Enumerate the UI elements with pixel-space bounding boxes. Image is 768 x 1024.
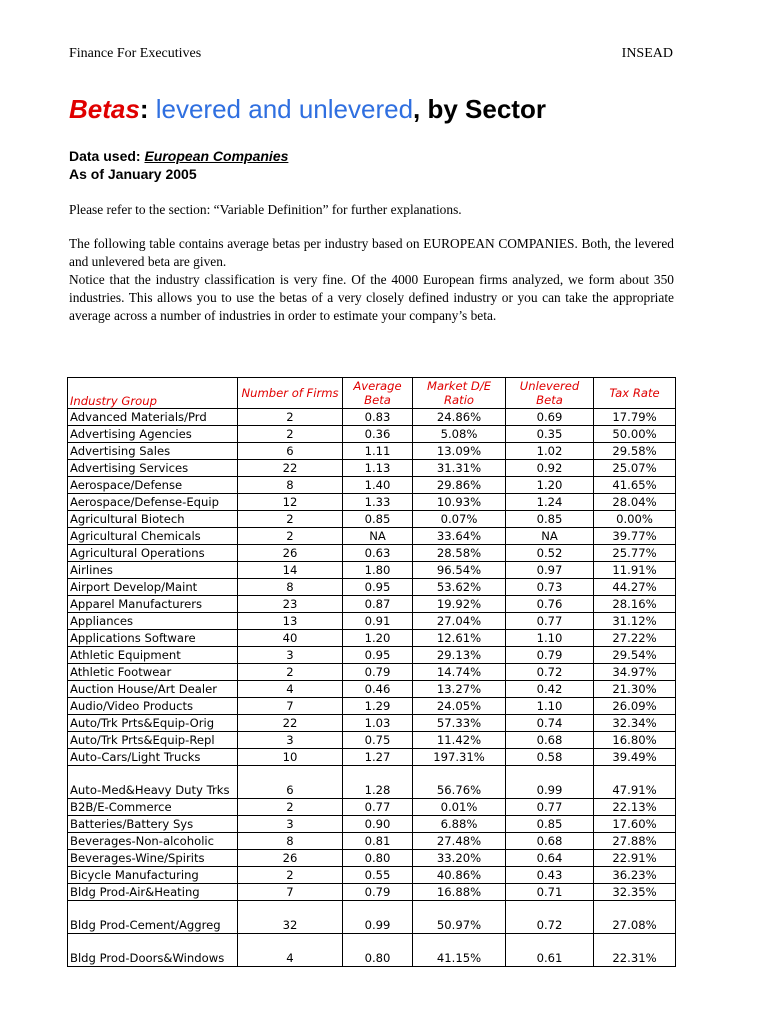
value-cell: 8 [238,477,343,494]
value-cell: 1.33 [343,494,413,511]
value-cell: 1.40 [343,477,413,494]
table-row [68,409,676,426]
value-cell: NA [343,528,413,545]
industry-cell: Bldg Prod-Doors&Windows [68,934,238,967]
value-cell: 33.64% [413,528,506,545]
value-cell: 0.69 [506,409,594,426]
value-cell: 14 [238,562,343,579]
value-cell: 0.95 [343,579,413,596]
value-cell: 0.99 [506,766,594,799]
value-cell: 17.79% [594,409,676,426]
value-cell: 24.05% [413,698,506,715]
value-cell: 27.88% [594,833,676,850]
table-row [68,901,676,934]
value-cell: 3 [238,816,343,833]
value-cell: 0.00% [594,511,676,528]
value-cell: 0.79 [343,884,413,901]
value-cell: 0.36 [343,426,413,443]
industry-cell: Bldg Prod-Air&Heating [68,884,238,901]
value-cell: 40.86% [413,867,506,884]
value-cell: NA [506,528,594,545]
value-cell: 1.13 [343,460,413,477]
value-cell: 26 [238,850,343,867]
industry-cell: Advertising Agencies [68,426,238,443]
table-row [68,460,676,477]
value-cell: 0.97 [506,562,594,579]
table-row [68,816,676,833]
value-cell: 0.85 [343,511,413,528]
industry-cell: Agricultural Biotech [68,511,238,528]
table-row [68,833,676,850]
industry-cell: Beverages-Wine/Spirits [68,850,238,867]
industry-cell: Advertising Services [68,460,238,477]
value-cell: 31.31% [413,460,506,477]
col-header-unlevered: Unlevered Beta [506,378,594,409]
value-cell: 1.27 [343,749,413,766]
value-cell: 13.27% [413,681,506,698]
value-cell: 0.99 [343,901,413,934]
value-cell: 10.93% [413,494,506,511]
industry-cell: Auto/Trk Prts&Equip-Orig [68,715,238,732]
value-cell: 96.54% [413,562,506,579]
value-cell: 34.97% [594,664,676,681]
value-cell: 0.46 [343,681,413,698]
industry-cell: Auction House/Art Dealer [68,681,238,698]
value-cell: 0.68 [506,833,594,850]
value-cell: 0.87 [343,596,413,613]
value-cell: 6.88% [413,816,506,833]
value-cell: 1.20 [506,477,594,494]
value-cell: 2 [238,528,343,545]
value-cell: 0.01% [413,799,506,816]
value-cell: 2 [238,799,343,816]
value-cell: 1.28 [343,766,413,799]
value-cell: 13.09% [413,443,506,460]
value-cell: 2 [238,409,343,426]
value-cell: 26 [238,545,343,562]
description-line-1: The following table contains average betas per industry based on EUROPEAN COMPANIES. Both, the levered and unlevered beta are given. [69,236,674,269]
value-cell: 0.90 [343,816,413,833]
table-row [68,613,676,630]
intro-paragraph: Please refer to the section: “Variable Definition” for further explanations. [69,202,462,217]
value-cell: 1.10 [506,630,594,647]
value-cell: 0.85 [506,816,594,833]
value-cell: 53.62% [413,579,506,596]
value-cell: 0.63 [343,545,413,562]
page-title [69,94,546,125]
table-row [68,426,676,443]
value-cell: 32 [238,901,343,934]
industry-cell: Agricultural Chemicals [68,528,238,545]
industry-cell: Beverages-Non-alcoholic [68,833,238,850]
value-cell: 1.02 [506,443,594,460]
industry-cell: Apparel Manufacturers [68,596,238,613]
value-cell: 57.33% [413,715,506,732]
col-header-firms: Number of Firms [238,378,343,409]
value-cell: 0.81 [343,833,413,850]
value-cell: 0.52 [506,545,594,562]
value-cell: 29.13% [413,647,506,664]
table-row [68,867,676,884]
col-header-tax: Tax Rate [594,378,676,409]
value-cell: 0.74 [506,715,594,732]
value-cell: 25.07% [594,460,676,477]
table-row [68,562,676,579]
industry-cell: Appliances [68,613,238,630]
table-row [68,494,676,511]
title-levered: levered and unlevered [155,94,414,124]
value-cell: 22.31% [594,934,676,967]
title-betas: Betas [69,94,140,124]
value-cell: 21.30% [594,681,676,698]
value-cell: 0.77 [343,799,413,816]
table-row [68,477,676,494]
data-used-block [69,147,288,183]
value-cell: 28.16% [594,596,676,613]
beta-table [67,377,676,967]
value-cell: 40 [238,630,343,647]
value-cell: 36.23% [594,867,676,884]
table-row [68,596,676,613]
industry-cell: Batteries/Battery Sys [68,816,238,833]
table-row [68,732,676,749]
value-cell: 25.77% [594,545,676,562]
table-row [68,884,676,901]
value-cell: 0.35 [506,426,594,443]
value-cell: 32.35% [594,884,676,901]
value-cell: 0.92 [506,460,594,477]
value-cell: 0.80 [343,850,413,867]
value-cell: 0.95 [343,647,413,664]
table-row [68,664,676,681]
value-cell: 0.91 [343,613,413,630]
table-row [68,528,676,545]
value-cell: 1.03 [343,715,413,732]
value-cell: 23 [238,596,343,613]
industry-cell: Audio/Video Products [68,698,238,715]
value-cell: 44.27% [594,579,676,596]
industry-cell: B2B/E-Commerce [68,799,238,816]
value-cell: 0.77 [506,799,594,816]
industry-cell: Aerospace/Defense-Equip [68,494,238,511]
value-cell: 13 [238,613,343,630]
value-cell: 0.79 [506,647,594,664]
value-cell: 27.04% [413,613,506,630]
industry-cell: Auto-Med&Heavy Duty Trks [68,766,238,799]
value-cell: 29.58% [594,443,676,460]
value-cell: 22 [238,460,343,477]
table-row [68,799,676,816]
value-cell: 11.91% [594,562,676,579]
table-body [68,409,676,967]
value-cell: 1.24 [506,494,594,511]
value-cell: 1.29 [343,698,413,715]
value-cell: 22.91% [594,850,676,867]
value-cell: 5.08% [413,426,506,443]
table-header-row [68,378,676,409]
value-cell: 29.86% [413,477,506,494]
value-cell: 0.79 [343,664,413,681]
header-course: Finance For Executives [69,46,202,61]
table-row [68,681,676,698]
col-header-de: Market D/E Ratio [413,378,506,409]
value-cell: 32.34% [594,715,676,732]
value-cell: 0.72 [506,664,594,681]
title-colon: : [139,94,149,124]
value-cell: 1.11 [343,443,413,460]
value-cell: 10 [238,749,343,766]
header-school: INSEAD [621,46,673,61]
value-cell: 2 [238,664,343,681]
value-cell: 28.58% [413,545,506,562]
value-cell: 3 [238,732,343,749]
value-cell: 8 [238,579,343,596]
value-cell: 0.64 [506,850,594,867]
value-cell: 19.92% [413,596,506,613]
table-row [68,443,676,460]
value-cell: 39.49% [594,749,676,766]
value-cell: 6 [238,766,343,799]
value-cell: 0.61 [506,934,594,967]
value-cell: 4 [238,681,343,698]
industry-cell: Agricultural Operations [68,545,238,562]
industry-cell: Bldg Prod-Cement/Aggreg [68,901,238,934]
value-cell: 26.09% [594,698,676,715]
table-row [68,579,676,596]
value-cell: 17.60% [594,816,676,833]
value-cell: 0.76 [506,596,594,613]
value-cell: 0.68 [506,732,594,749]
value-cell: 4 [238,934,343,967]
value-cell: 0.71 [506,884,594,901]
value-cell: 24.86% [413,409,506,426]
industry-cell: Aerospace/Defense [68,477,238,494]
value-cell: 0.83 [343,409,413,426]
value-cell: 0.55 [343,867,413,884]
value-cell: 16.88% [413,884,506,901]
value-cell: 2 [238,511,343,528]
industry-cell: Airport Develop/Maint [68,579,238,596]
description-line-2: Notice that the industry classification is very fine. Of the 4000 European firms analyzed, we form about 350 industries. This allows you to use the betas of a very closely defined industry or you can take the appropriate average across a number of industries in order to estimate your company’s beta. [69,272,674,323]
value-cell: 6 [238,443,343,460]
value-cell: 197.31% [413,749,506,766]
value-cell: 29.54% [594,647,676,664]
industry-cell: Airlines [68,562,238,579]
title-by-sector: , by Sector [413,94,546,124]
table-row [68,715,676,732]
value-cell: 0.80 [343,934,413,967]
table-row [68,698,676,715]
value-cell: 0.58 [506,749,594,766]
value-cell: 0.07% [413,511,506,528]
value-cell: 28.04% [594,494,676,511]
value-cell: 7 [238,884,343,901]
data-used-value: European Companies [144,148,289,164]
value-cell: 2 [238,867,343,884]
value-cell: 41.65% [594,477,676,494]
table-row [68,850,676,867]
col-header-industry: Industry Group [68,378,238,409]
value-cell: 0.75 [343,732,413,749]
value-cell: 0.73 [506,579,594,596]
table-row [68,545,676,562]
table-row [68,749,676,766]
value-cell: 0.85 [506,511,594,528]
data-used-label: Data used: [69,148,141,164]
value-cell: 7 [238,698,343,715]
value-cell: 27.22% [594,630,676,647]
value-cell: 12.61% [413,630,506,647]
value-cell: 16.80% [594,732,676,749]
value-cell: 39.77% [594,528,676,545]
description-paragraph [69,235,674,325]
table-row [68,766,676,799]
industry-cell: Athletic Footwear [68,664,238,681]
industry-cell: Advertising Sales [68,443,238,460]
value-cell: 50.97% [413,901,506,934]
value-cell: 12 [238,494,343,511]
value-cell: 22.13% [594,799,676,816]
table-row [68,934,676,967]
industry-cell: Bicycle Manufacturing [68,867,238,884]
table-row [68,647,676,664]
table-row [68,511,676,528]
value-cell: 0.77 [506,613,594,630]
value-cell: 8 [238,833,343,850]
industry-cell: Auto-Cars/Light Trucks [68,749,238,766]
table-row [68,630,676,647]
value-cell: 22 [238,715,343,732]
industry-cell: Advanced Materials/Prd [68,409,238,426]
industry-cell: Auto/Trk Prts&Equip-Repl [68,732,238,749]
value-cell: 3 [238,647,343,664]
value-cell: 33.20% [413,850,506,867]
as-of-date: As of January 2005 [69,166,197,182]
industry-cell: Athletic Equipment [68,647,238,664]
value-cell: 56.76% [413,766,506,799]
value-cell: 50.00% [594,426,676,443]
value-cell: 11.42% [413,732,506,749]
value-cell: 1.10 [506,698,594,715]
value-cell: 47.91% [594,766,676,799]
value-cell: 27.08% [594,901,676,934]
value-cell: 1.80 [343,562,413,579]
value-cell: 41.15% [413,934,506,967]
value-cell: 2 [238,426,343,443]
value-cell: 0.42 [506,681,594,698]
value-cell: 0.72 [506,901,594,934]
value-cell: 14.74% [413,664,506,681]
industry-cell: Applications Software [68,630,238,647]
col-header-beta: Average Beta [343,378,413,409]
value-cell: 27.48% [413,833,506,850]
value-cell: 31.12% [594,613,676,630]
value-cell: 0.43 [506,867,594,884]
value-cell: 1.20 [343,630,413,647]
